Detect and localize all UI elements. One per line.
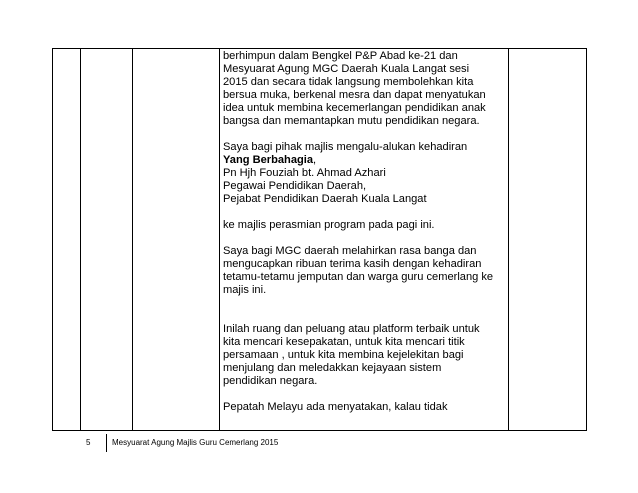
paragraph-3 [223,219,508,232]
text-line: Mesyuarat Agung MGC Daerah Kuala Langat sesi [223,63,470,75]
text-line: ke majlis perasmian program pada pagi ini. [223,219,435,231]
honorific-line [223,154,508,167]
text-line: majis ini. [223,284,267,296]
text-line: persamaan , untuk kita membina kejelekitan bagi [223,349,464,361]
paragraph-5 [223,323,508,388]
text-line: kita mencari kesepakatan, untuk kita mencari titik [223,336,465,348]
paragraph-4 [223,245,508,297]
text-line: Inilah ruang dan peluang atau platform terbaik untuk [223,323,480,335]
footer-title: Mesyuarat Agung Majlis Guru Cemerlang 2015 [112,438,279,447]
text-line: Pepatah Melayu ada menyatakan, kalau tidak [223,401,448,413]
speech-text-cell [223,50,508,414]
guest-name: Pn Hjh Fouziah bt. Ahmad Azhari [223,167,386,179]
text-line: bersua muka, berkenal mesra dan dapat menyatukan [223,89,486,101]
text-line: pendidikan negara. [223,375,318,387]
text-line: 2015 dan secara tidak langsung membolehkan kita [223,76,474,88]
footer-divider [106,434,107,452]
text-line: Saya bagi MGC daerah melahirkan rasa banga dan [223,245,477,257]
text-line: tetamu-tetamu jemputan dan warga guru cemerlang ke [223,271,494,283]
guest-office: Pejabat Pendidikan Daerah Kuala Langat [223,193,427,205]
column-divider-3 [219,48,220,430]
honorific: Yang Berbahagia [223,154,314,166]
column-divider-4 [508,48,509,430]
column-divider-1 [80,48,81,430]
document-table [52,48,587,431]
paragraph-1 [223,50,508,128]
text-line: bangsa dan memantapkan mutu pendidikan negara. [223,115,480,127]
column-divider-2 [132,48,133,430]
text-line: mengucapkan ribuan terima kasih dengan kehadiran [223,258,482,270]
guest-title: Pegawai Pendidikan Daerah, [223,180,367,192]
text-line: berhimpun dalam Bengkel P&P Abad ke-21 dan [223,50,458,62]
paragraph-6 [223,401,508,414]
text-line: menjulang dan meledakkan kejayaan sistem [223,362,442,374]
paragraph-2 [223,141,508,206]
page-number: 5 [86,438,91,447]
text-line: Saya bagi pihak majlis mengalu-alukan kehadiran [223,141,468,153]
text-line: idea untuk membina kecemerlangan pendidikan anak [223,102,486,114]
honorific-comma: , [313,154,317,166]
